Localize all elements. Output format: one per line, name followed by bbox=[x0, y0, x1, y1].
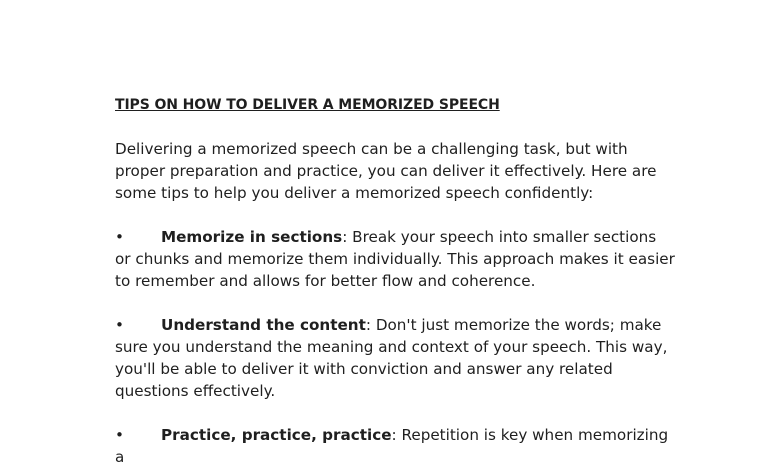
tip-label: Practice, practice, practice bbox=[161, 426, 392, 444]
document-body bbox=[115, 94, 675, 468]
tip-text: : Don't just memorize the words; make sure you understand the meaning and context of your speech. This way, you'll be able to deliver it with conviction and answer any related questions effectively. bbox=[115, 316, 668, 400]
tip-label: Understand the content bbox=[161, 316, 366, 334]
tip-label: Memorize in sections bbox=[161, 228, 343, 246]
bullet-icon: • bbox=[115, 316, 124, 334]
tip-item bbox=[115, 226, 675, 292]
tip-text: : Break your speech into smaller sections or chunks and memorize them individually. This approach makes it easier to remember and allows for better flow and coherence. bbox=[115, 228, 675, 290]
tip-item bbox=[115, 424, 675, 468]
tip-text: : Repetition is key when memorizing a bbox=[115, 426, 669, 466]
document-title: TIPS ON HOW TO DELIVER A MEMORIZED SPEECH bbox=[115, 97, 500, 113]
bullet-icon: • bbox=[115, 228, 124, 246]
bullet-icon: • bbox=[115, 426, 124, 444]
tip-item bbox=[115, 314, 675, 402]
intro-paragraph: Delivering a memorized speech can be a challenging task, but with proper preparation and practice, you can deliver it effectively. Here are some tips to help you deliver a memorized speech confidently: bbox=[115, 140, 657, 202]
